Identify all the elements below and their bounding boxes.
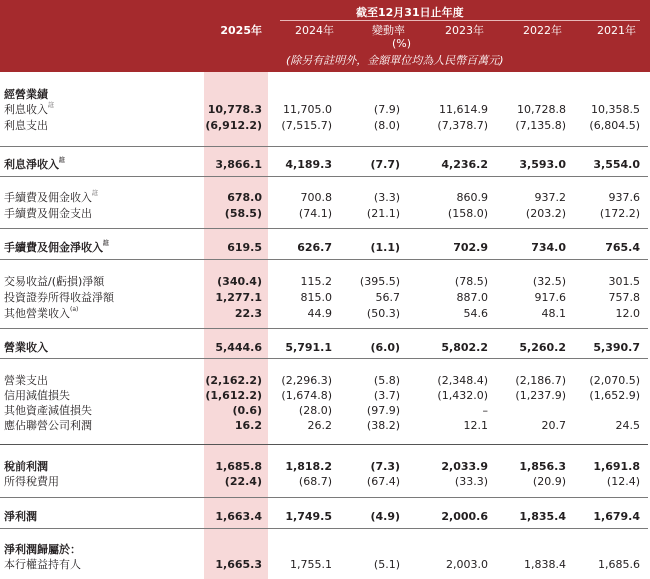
- row-label: 利息淨收入$^註$: [4, 157, 66, 171]
- cell-col-5: (12.4): [606, 475, 640, 488]
- cell-col-0: (1,612.2): [205, 389, 262, 402]
- cell-col-3: 11,614.9: [439, 103, 488, 116]
- year-2025-header: 2025年: [220, 24, 262, 37]
- row-label: 利息收入$^註$: [4, 102, 55, 116]
- table-row: [0, 340, 650, 355]
- table-row: [0, 418, 650, 433]
- row-label: 手續費及佣金支出: [4, 207, 92, 220]
- cell-col-1: (74.1): [298, 207, 332, 220]
- cell-col-4: 917.6: [534, 291, 566, 304]
- cell-col-2: (7.9): [373, 103, 400, 116]
- row-label: 交易收益/(虧損)淨額: [4, 275, 105, 288]
- cell-col-0: 5,444.6: [215, 341, 262, 354]
- cell-col-3: 12.1: [463, 419, 488, 432]
- cell-col-4: (20.9): [532, 475, 566, 488]
- cell-col-1: (1,674.8): [281, 389, 332, 402]
- row-label: 營業收入: [4, 341, 48, 354]
- table-row: [0, 474, 650, 489]
- table-row: [0, 87, 650, 102]
- footnote-marker: (a): [70, 306, 79, 313]
- cell-col-2: 56.7: [375, 291, 400, 304]
- cell-col-3: 2,003.0: [446, 558, 488, 571]
- year-2024-header: 2024年: [295, 24, 334, 37]
- row-label: 淨利潤歸屬於：: [4, 543, 81, 556]
- cell-col-1: (7,515.7): [281, 119, 332, 132]
- cell-col-3: (2,348.4): [437, 374, 488, 387]
- cell-col-1: 815.0: [300, 291, 332, 304]
- row-label: 其他資產減值損失: [4, 404, 92, 417]
- row-label: 手續費及佣金淨收入$^註$: [4, 240, 110, 254]
- cell-col-1: 115.2: [300, 275, 332, 288]
- cell-col-3: 4,236.2: [441, 158, 488, 171]
- footnote-marker: 註: [103, 240, 110, 247]
- cell-col-2: (395.5): [359, 275, 400, 288]
- cell-col-0: 1,277.1: [215, 291, 262, 304]
- cell-col-2: (38.2): [366, 419, 400, 432]
- cell-col-3: 887.0: [456, 291, 488, 304]
- cell-col-0: (340.4): [217, 275, 262, 288]
- rule-after-row-2: [0, 146, 648, 147]
- cell-col-5: 1,679.4: [593, 510, 640, 523]
- cell-col-0: 619.5: [227, 241, 262, 254]
- cell-col-4: (1,237.9): [515, 389, 566, 402]
- table-row: [0, 403, 650, 418]
- cell-col-5: 5,390.7: [593, 341, 640, 354]
- rule-after-row-5: [0, 228, 648, 229]
- cell-col-3: 54.6: [463, 307, 488, 320]
- cell-col-0: 10,778.3: [207, 103, 262, 116]
- cell-col-1: 26.2: [307, 419, 332, 432]
- cell-col-0: (22.4): [224, 475, 262, 488]
- cell-col-4: 48.1: [541, 307, 566, 320]
- cell-col-5: 937.6: [608, 191, 640, 204]
- table-row: [0, 157, 650, 172]
- row-label: 其他營業收入$^{(a)}$: [4, 306, 79, 320]
- cell-col-3: 860.9: [456, 191, 488, 204]
- table-row: [0, 102, 650, 117]
- cell-col-5: 12.0: [615, 307, 640, 320]
- cell-col-1: 5,791.1: [285, 341, 332, 354]
- cell-col-5: 1,685.6: [598, 558, 640, 571]
- cell-col-2: (21.1): [366, 207, 400, 220]
- cell-col-3: –: [482, 404, 488, 417]
- rule-after-row-10: [0, 358, 648, 359]
- cell-col-4: 3,593.0: [519, 158, 566, 171]
- row-label: 淨利潤: [4, 510, 37, 523]
- cell-col-2: (7.3): [370, 460, 400, 473]
- cell-col-5: 10,358.5: [591, 103, 640, 116]
- row-label: 經營業績: [4, 88, 48, 101]
- table-row: [0, 240, 650, 255]
- cell-col-3: 2,033.9: [441, 460, 488, 473]
- cell-col-2: (3.7): [373, 389, 400, 402]
- cell-col-2: (1.1): [370, 241, 400, 254]
- rule-after-row-6: [0, 259, 648, 260]
- cell-col-2: (3.3): [373, 191, 400, 204]
- cell-col-0: 1,685.8: [215, 460, 262, 473]
- cell-col-1: 44.9: [307, 307, 332, 320]
- rule-after-row-17: [0, 528, 648, 529]
- row-label: 稅前利潤: [4, 460, 48, 473]
- period-group-title: 截至12月31日止年度: [356, 6, 464, 19]
- cell-col-0: 16.2: [234, 419, 262, 432]
- row-label: 營業支出: [4, 374, 48, 387]
- rule-after-row-14: [0, 444, 648, 445]
- cell-col-3: (7,378.7): [437, 119, 488, 132]
- cell-col-3: 2,000.6: [441, 510, 488, 523]
- cell-col-0: 678.0: [227, 191, 262, 204]
- year-2022-header: 2022年: [523, 24, 562, 37]
- unit-note: (除另有註明外，金額單位均為人民幣百萬元): [286, 54, 504, 67]
- table-row: [0, 459, 650, 474]
- rule-after-row-9: [0, 328, 648, 329]
- cell-col-3: (78.5): [454, 275, 488, 288]
- table-row: [0, 118, 650, 133]
- cell-col-4: 10,728.8: [517, 103, 566, 116]
- year-2021-header: 2021年: [597, 24, 636, 37]
- cell-col-4: 937.2: [534, 191, 566, 204]
- table-row: [0, 290, 650, 305]
- footnote-marker: 註: [92, 190, 99, 197]
- cell-col-2: (4.9): [370, 510, 400, 523]
- row-label: 投資證券所得收益淨額: [4, 291, 114, 304]
- cell-col-0: 1,663.4: [215, 510, 262, 523]
- cell-col-1: 1,818.2: [285, 460, 332, 473]
- cell-col-5: (172.2): [599, 207, 640, 220]
- cell-col-2: (5.1): [373, 558, 400, 571]
- table-row: [0, 509, 650, 524]
- cell-col-2: (67.4): [366, 475, 400, 488]
- cell-col-4: (2,186.7): [515, 374, 566, 387]
- cell-col-5: 3,554.0: [593, 158, 640, 171]
- cell-col-0: (2,162.2): [205, 374, 262, 387]
- cell-col-1: 11,705.0: [283, 103, 332, 116]
- table-row: [0, 388, 650, 403]
- cell-col-4: 1,838.4: [524, 558, 566, 571]
- year-2023-header: 2023年: [445, 24, 484, 37]
- cell-col-0: (58.5): [224, 207, 262, 220]
- cell-col-3: (158.0): [447, 207, 488, 220]
- row-label: 手續費及佣金收入$^註$: [4, 190, 99, 204]
- table-row: [0, 306, 650, 321]
- cell-col-2: (97.9): [366, 404, 400, 417]
- cell-col-4: 20.7: [541, 419, 566, 432]
- cell-col-1: 1,749.5: [285, 510, 332, 523]
- cell-col-5: 24.5: [615, 419, 640, 432]
- footnote-marker: 註: [59, 157, 66, 164]
- cell-col-0: 3,866.1: [215, 158, 262, 171]
- cell-col-5: (6,804.5): [589, 119, 640, 132]
- table-header: [0, 0, 650, 72]
- table-row: [0, 373, 650, 388]
- row-label: 所得稅費用: [4, 475, 59, 488]
- rule-after-row-3: [0, 176, 648, 177]
- cell-col-3: 702.9: [453, 241, 488, 254]
- cell-col-5: 1,691.8: [593, 460, 640, 473]
- cell-col-0: (6,912.2): [205, 119, 262, 132]
- cell-col-4: 1,835.4: [519, 510, 566, 523]
- cell-col-3: 5,802.2: [441, 341, 488, 354]
- cell-col-3: (1,432.0): [437, 389, 488, 402]
- cell-col-0: 22.3: [234, 307, 262, 320]
- row-label: 應佔聯營公司利潤: [4, 419, 92, 432]
- cell-col-4: 1,856.3: [519, 460, 566, 473]
- cell-col-1: (68.7): [298, 475, 332, 488]
- cell-col-4: (32.5): [532, 275, 566, 288]
- row-label: 利息支出: [4, 119, 48, 132]
- cell-col-1: (2,296.3): [281, 374, 332, 387]
- cell-col-2: (6.0): [370, 341, 400, 354]
- rule-after-row-16: [0, 497, 648, 498]
- row-label: 信用減值損失: [4, 389, 70, 402]
- table-row: [0, 190, 650, 205]
- cell-col-4: 5,260.2: [519, 341, 566, 354]
- cell-col-5: (1,652.9): [589, 389, 640, 402]
- cell-col-3: (33.3): [454, 475, 488, 488]
- cell-col-1: 700.8: [300, 191, 332, 204]
- row-label: 本行權益持有人: [4, 558, 81, 571]
- cell-col-2: (7.7): [370, 158, 400, 171]
- cell-col-4: 734.0: [531, 241, 566, 254]
- table-row: [0, 542, 650, 557]
- cell-col-1: 4,189.3: [285, 158, 332, 171]
- cell-col-5: 765.4: [605, 241, 640, 254]
- cell-col-4: (203.2): [525, 207, 566, 220]
- cell-col-2: (8.0): [373, 119, 400, 132]
- cell-col-0: 1,665.3: [215, 558, 262, 571]
- cell-col-2: (50.3): [366, 307, 400, 320]
- table-row: [0, 557, 650, 572]
- cell-col-5: 301.5: [608, 275, 640, 288]
- cell-col-1: 1,755.1: [290, 558, 332, 571]
- footnote-marker: 註: [48, 102, 55, 109]
- cell-col-4: (7,135.8): [515, 119, 566, 132]
- change-rate-header: 變動率: [372, 24, 405, 37]
- cell-col-0: (0.6): [232, 404, 262, 417]
- table-row: [0, 274, 650, 289]
- table-row: [0, 206, 650, 221]
- cell-col-5: (2,070.5): [589, 374, 640, 387]
- cell-col-5: 757.8: [608, 291, 640, 304]
- cell-col-1: 626.7: [297, 241, 332, 254]
- cell-col-1: (28.0): [298, 404, 332, 417]
- change-rate-unit: (%): [392, 37, 412, 50]
- cell-col-2: (5.8): [373, 374, 400, 387]
- current-year-highlight: [204, 72, 268, 579]
